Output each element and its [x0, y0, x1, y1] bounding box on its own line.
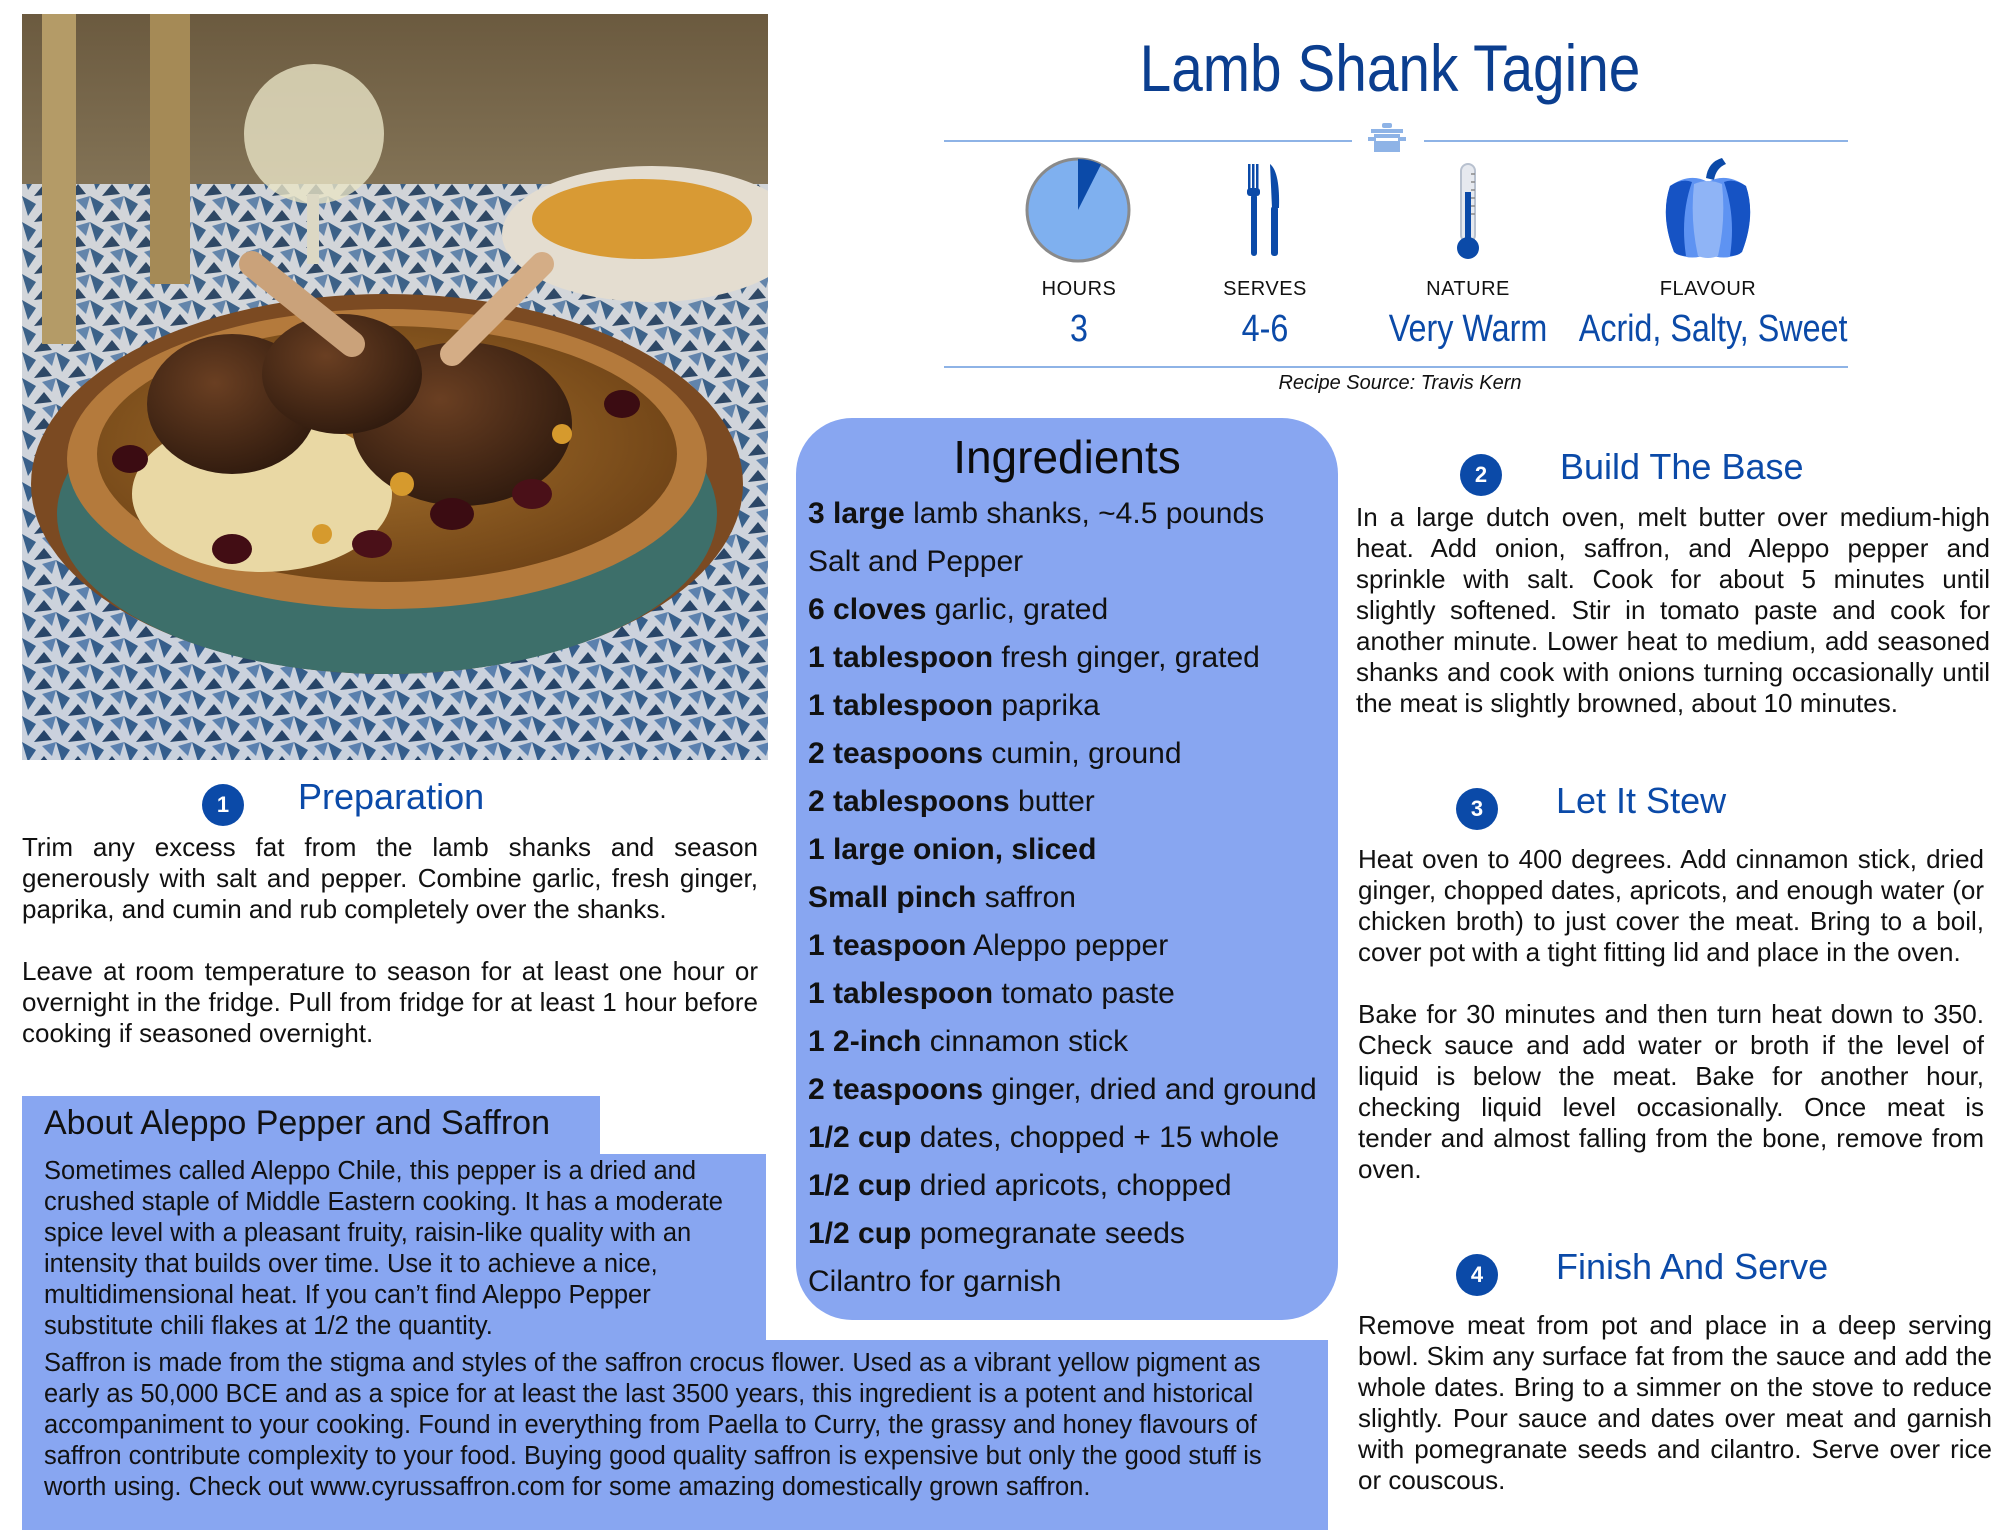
step-2-badge: 2: [1460, 454, 1502, 496]
ingredient-item: 2 teaspoons ginger, dried and ground: [808, 1073, 1317, 1106]
ingredient-item: 1 large onion, sliced: [808, 833, 1097, 866]
ingredient-item: 1/2 cup pomegranate seeds: [808, 1217, 1185, 1250]
ingredient-item: 2 teaspoons cumin, ground: [808, 737, 1182, 770]
ingredient-item: Small pinch saffron: [808, 881, 1076, 914]
step-1-text: [22, 832, 758, 1049]
ingredients-panel: [796, 418, 1338, 1320]
ingredient-item: 1/2 cup dates, chopped + 15 whole: [808, 1121, 1280, 1154]
step-2-title: Build The Base: [1560, 446, 1804, 487]
top-divider-right: [1424, 140, 1848, 142]
pie-clock-icon: [1024, 156, 1132, 264]
step-3-paragraph: Bake for 30 minutes and then turn heat down to 350. Check sauce and add water or broth if the level of liquid is below the meat. Bake for another hour, checking liquid level occasionally. Once meat is tender and almost falling from the bone, remove from oven.: [1358, 999, 1984, 1184]
step-3-title: Let It Stew: [1556, 780, 1727, 821]
top-divider-left: [944, 140, 1352, 142]
ingredient-item: 3 large lamb shanks, ~4.5 pounds: [808, 497, 1265, 530]
step-1-paragraph: Leave at room temperature to season for at least one hour or overnight in the fridge. Pull from fridge for at least 1 hour before cooking if seasoned overnight.: [22, 956, 758, 1048]
dish-photo: [22, 14, 768, 760]
step-4-title: Finish And Serve: [1556, 1246, 1829, 1287]
ingredient-item: 6 cloves garlic, grated: [808, 593, 1109, 626]
ingredient-item: 1 2-inch cinnamon stick: [808, 1025, 1129, 1058]
flavour-value: Acrid, Salty, Sweet: [1578, 308, 1848, 350]
thermometer-icon: [1452, 162, 1484, 262]
ingredient-item: 1 tablespoon fresh ginger, grated: [808, 641, 1260, 674]
step-1-title: Preparation: [298, 776, 485, 817]
hours-label: HOURS: [1041, 278, 1117, 300]
stats-divider: [944, 366, 1848, 368]
serves-value: 4-6: [1241, 308, 1289, 350]
step-4-paragraph: Remove meat from pot and place in a deep serving bowl. Skim any surface fat from the sauce and add the whole dates. Bring to a simmer on the stove to reduce slightly. Pour sauce and dates over meat and garnish with pomegranate seeds and cilantro. Serve over rice or couscous.: [1358, 1310, 1992, 1495]
recipe-title: Lamb Shank Tagine: [1139, 31, 1641, 105]
recipe-source: Recipe Source: Travis Kern: [1278, 372, 1522, 394]
about-box-header: [22, 1096, 600, 1154]
ingredient-item: Cilantro for garnish: [808, 1265, 1062, 1298]
step-3-paragraph: Heat oven to 400 degrees. Add cinnamon stick, dried ginger, chopped dates, apricots, and enough water (or chicken broth) to just cover the meat. Bring to a boil, cover pot with a tight fitting lid and place in the oven.: [1358, 844, 1984, 967]
flavour-label: FLAVOUR: [1659, 278, 1757, 300]
nature-label: NATURE: [1426, 278, 1510, 300]
ingredient-item: 2 tablespoons butter: [808, 785, 1095, 818]
step-2-text: [1356, 502, 1990, 719]
about-aleppo-text: Sometimes called Aleppo Chile, this pepper is a dried and crushed staple of Middle Eastern cooking. It has a moderate spice level with a pleasant fruity, raisin-like quality with an intensity that builds over time. Use it to achieve a nice, multidimensional heat. If you can’t find Aleppo Pepper substitute chili flakes at 1/2 the quantity.: [22, 1154, 766, 1348]
step-1-badge: 1: [202, 784, 244, 826]
ingredient-item: Salt and Pepper: [808, 545, 1024, 578]
pepper-icon: [1660, 156, 1756, 262]
ingredient-item: 1 tablespoon tomato paste: [808, 977, 1175, 1010]
step-3-badge: 3: [1456, 788, 1498, 830]
about-title: About Aleppo Pepper and Saffron: [44, 1104, 550, 1142]
fork-knife-icon: [1246, 162, 1282, 258]
ingredients-list: [808, 490, 1326, 1306]
step-4-badge: 4: [1456, 1254, 1498, 1296]
ingredient-item: 1 tablespoon paprika: [808, 689, 1100, 722]
ingredient-item: 1/2 cup dried apricots, chopped: [808, 1169, 1232, 1202]
ingredients-title: Ingredients: [953, 431, 1181, 483]
step-1-paragraph: Trim any excess fat from the lamb shanks and season generously with salt and pepper. Combine garlic, fresh ginger, paprika, and cumin and rub completely over the shanks.: [22, 832, 758, 924]
hours-value: 3: [1070, 308, 1088, 350]
about-saffron-text: Saffron is made from the stigma and styles of the saffron crocus flower. Used as a vibrant yellow pigment as early as 50,000 BCE and as a spice for at least the last 3500 years, this ingredient is a potent and historical accompaniment to your cooking. Found in everything from Paella to Curry, the grassy and honey flavours of saffron contribute complexity to your food. Buying good quality saffron is expensive but only the good stuff is worth using. Check out www.cyrussaffron.com for some amazing domestically grown saffron.: [22, 1340, 1328, 1530]
ingredient-item: 1 teaspoon Aleppo pepper: [808, 929, 1169, 962]
serves-label: SERVES: [1223, 278, 1307, 300]
pot-icon: [1368, 122, 1406, 156]
step-3-text: [1358, 844, 1984, 1185]
step-2-paragraph: In a large dutch oven, melt butter over medium-high heat. Add onion, saffron, and Aleppo pepper and sprinkle with salt. Cook for about 5 minutes until slightly softened. Stir in tomato paste and cook for another minute. Lower heat to medium, add seasoned shanks and cook with onions turning occasionally until the meat is slightly browned, about 10 minutes.: [1356, 502, 1990, 718]
nature-value: Very Warm: [1388, 308, 1548, 350]
step-4-text: [1358, 1310, 1992, 1496]
